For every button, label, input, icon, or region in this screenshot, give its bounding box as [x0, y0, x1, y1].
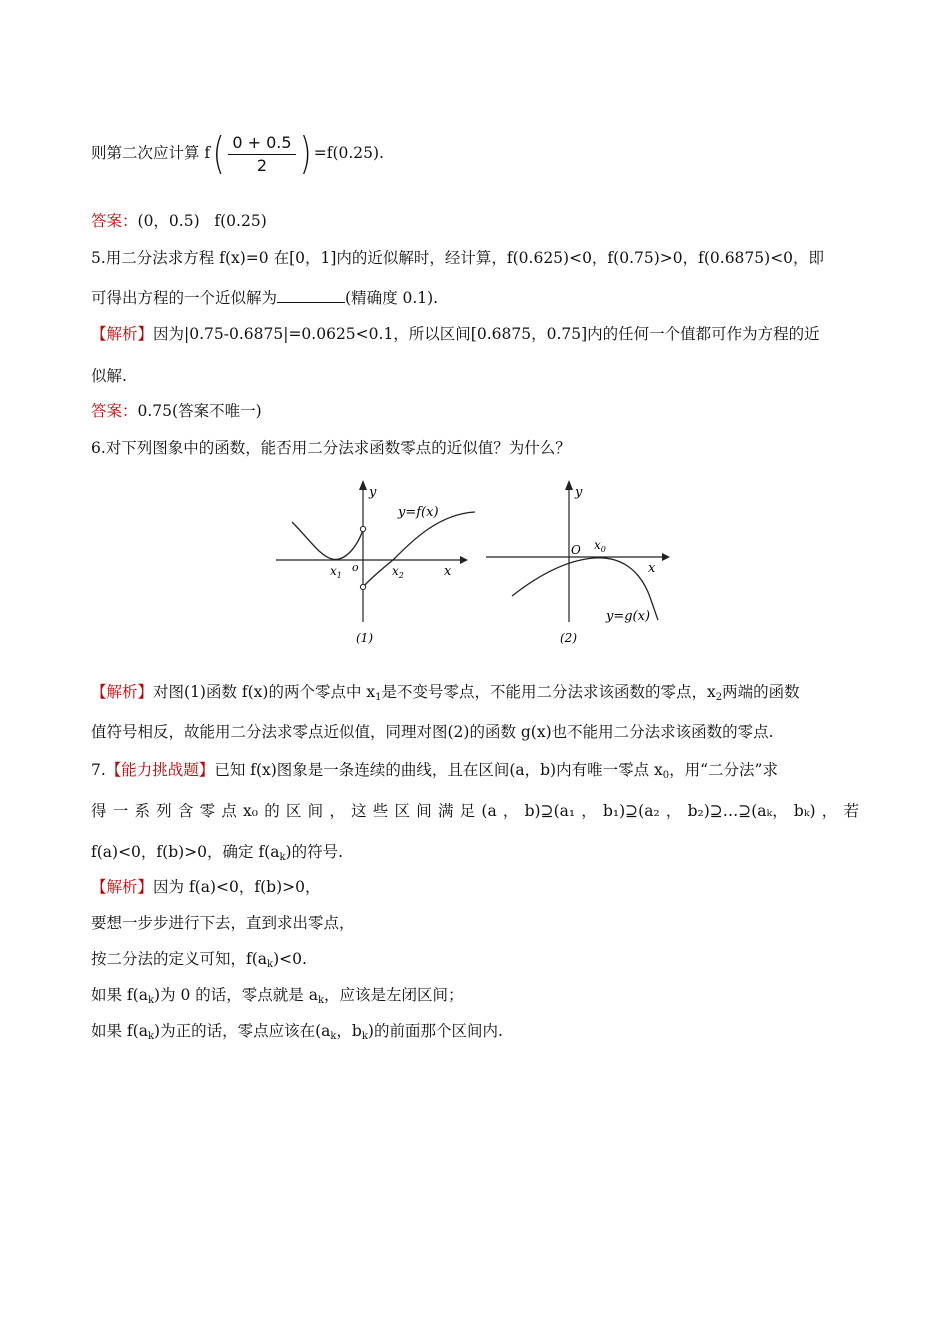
sub-1: 1: [375, 692, 382, 703]
answer-label: 答案：: [91, 212, 138, 230]
sub-2: 2: [715, 692, 723, 703]
analysis-label: 【解析】: [91, 325, 154, 343]
fig1-caption: (1): [356, 631, 373, 645]
fig2-curve-label: y=g(x): [606, 609, 651, 624]
q7-line2-token: 区: [285, 802, 302, 820]
sub-0: 0: [662, 770, 670, 781]
q7-line2-token: b₂)⊇…⊇(aₖ，: [687, 802, 788, 820]
second-computation-line: [91, 129, 384, 177]
fig1-x-label: x: [444, 564, 452, 579]
fraction: [228, 132, 295, 177]
answer-4: [91, 211, 267, 231]
q7-line2-token: ，: [581, 802, 597, 820]
question-7-number: 7.: [91, 761, 106, 779]
analysis-6-text-c: 两端的函数: [722, 683, 800, 701]
line1-prefix: 则第二次应计算 f: [91, 144, 211, 162]
analysis-6-text-a: 对图(1)函数 f(x)的两个零点中 x: [153, 683, 376, 701]
q7-line2-token: 点: [221, 802, 237, 820]
fig1-left-curve: [292, 522, 363, 559]
a7-l5-b: )为正的话，零点应该在(a: [154, 1022, 331, 1040]
analysis-7-line2: 要想一步步进行下去，直到求出零点，: [91, 914, 355, 932]
fig1-y-arrow: [359, 480, 367, 490]
q7-l3-b: )的符号.: [285, 843, 344, 861]
fig1-y-label: y: [369, 485, 377, 500]
sub-k: k: [267, 959, 274, 970]
a7-l5-a: 如果 f(a: [91, 1022, 148, 1040]
q7-line2-token: 的: [264, 802, 280, 820]
q7-line2-token: 满: [437, 802, 454, 820]
figure-2: [480, 474, 675, 649]
sub-k: k: [147, 1031, 155, 1042]
a7-l3-a: 按二分法的定义可知，f(a: [91, 950, 268, 968]
q7-l3-a: f(a)<0，f(b)>0，确定 f(a: [91, 843, 280, 861]
fig1-open-point-bottom: [360, 584, 365, 589]
question-6: 6.对下列图象中的函数，能否用二分法求函数零点的近似值？为什么？: [91, 439, 571, 457]
fig1-x1-label: $x_1$: [330, 564, 342, 580]
analysis-5-text: 因为|0.75-0.6875|=0.0625<0.1，所以区间[0.6875，0.75]内的任何一个值都可作为方程的近: [153, 325, 820, 343]
fig2-x-label: x: [648, 561, 656, 576]
answer-blank: [277, 288, 345, 303]
sub-k: k: [330, 1031, 337, 1042]
sub-k: k: [279, 852, 286, 863]
fig1-right-curve: [363, 512, 475, 587]
sub-k: k: [361, 1031, 368, 1042]
fig2-x-arrow: [662, 553, 670, 561]
analysis-5-line1: [91, 324, 820, 344]
fig2-caption: (2): [560, 631, 577, 645]
fraction-numerator: 0 + 0.5: [228, 132, 295, 155]
answer-label: 答案：: [91, 402, 138, 420]
fig1-open-point-top: [360, 526, 365, 531]
fig1-origin: o: [352, 561, 359, 574]
sub-k: k: [147, 995, 155, 1006]
answer-text: (0，0.5) f(0.25): [137, 212, 267, 230]
analysis-7-line3: [91, 949, 307, 969]
q7-line2-token: 区: [394, 802, 411, 820]
line1-suffix: =f(0.25).: [313, 144, 384, 162]
analysis-6-line1: [91, 682, 800, 702]
a7-l4-a: 如果 f(a: [91, 986, 148, 1004]
sub-k: k: [317, 995, 325, 1006]
fig1-x2-label: $x_2$: [392, 564, 404, 580]
q7-line2-token: 系: [134, 802, 150, 820]
answer-text: 0.75(答案不唯一): [137, 402, 262, 420]
a7-l3-b: )<0.: [273, 950, 307, 968]
q7-line2-token: 些: [372, 802, 389, 820]
analysis-7-text: 因为 f(a)<0，f(b)>0，: [153, 878, 321, 896]
question-7-line3: [91, 842, 343, 862]
question-5-line2: [91, 288, 438, 308]
q7-line2-token: b)⊇(a₁: [524, 802, 576, 820]
q7-line2-token: 若: [843, 802, 859, 820]
q7-line2-token: (a: [481, 802, 497, 820]
q7-line2-token: 间: [416, 802, 432, 820]
q7-text-b: ，用“二分法”求: [669, 761, 778, 779]
q7-line2-token: 间: [307, 802, 324, 820]
a7-l5-d: )的前面那个区间内.: [367, 1022, 503, 1040]
q7-line2-token: bₖ): [793, 802, 816, 820]
fig1-curve-label: y=f(x): [398, 505, 439, 520]
q5-line2-a: 可得出方程的一个近似解为: [91, 289, 278, 307]
left-paren: (: [212, 128, 225, 179]
question-5-line1: 5.用二分法求方程 f(x)=0 在[0，1]内的近似解时，经计算，f(0.625)<0，f(0.75)>0，f(0.6875)<0，即: [91, 249, 825, 267]
analysis-label: 【解析】: [91, 878, 154, 896]
a7-l5-c: ，b: [336, 1022, 362, 1040]
analysis-6-line2: 值符号相反，故能用二分法求零点近似值，同理对图(2)的函数 g(x)也不能用二分法求该函数的零点.: [91, 723, 774, 741]
q7-line2-token: 这: [351, 802, 367, 820]
question-7-line1: [91, 760, 778, 780]
analysis-7-line4: [91, 985, 464, 1005]
right-paren: ): [299, 128, 312, 179]
analysis-7-line1: [91, 877, 320, 897]
fraction-denominator: 2: [256, 155, 268, 175]
a7-l4-c: ，应该是左闭区间；: [324, 986, 464, 1004]
q7-line2-token: 含: [177, 802, 194, 820]
figure-1: [270, 474, 480, 649]
q7-line2-token: ，: [329, 802, 345, 820]
q7-text-a: 已知 f(x)图象是一条连续的曲线，且在区间(a，b)内有唯一零点 x: [214, 761, 663, 779]
fig2-origin: O: [571, 543, 581, 557]
a7-l4-b: )为 0 的话，零点就是 a: [154, 986, 318, 1004]
q5-line2-b: (精确度 0.1).: [345, 289, 439, 307]
q7-line2-token: ，: [821, 802, 838, 820]
fig2-y-label: y: [575, 485, 583, 500]
fig2-y-arrow: [565, 480, 573, 490]
analysis-label: 【解析】: [91, 683, 154, 701]
q7-line2-token: x₀: [243, 802, 258, 820]
q7-line2-token: 足: [459, 802, 476, 820]
fig1-x-arrow: [460, 556, 468, 564]
q7-line2-token: b₁)⊇(a₂: [603, 802, 660, 820]
q7-line2-token: 列: [156, 802, 172, 820]
challenge-tag: 【能力挑战题】: [105, 761, 215, 779]
analysis-5-line2: 似解.: [91, 367, 127, 385]
q7-line2-token: 一: [112, 802, 129, 820]
q7-line2-token: 得: [91, 802, 107, 820]
fig2-x0-label: $x_0$: [594, 538, 606, 554]
analysis-6-text-b: 是不变号零点，不能用二分法求该函数的零点，x: [381, 683, 716, 701]
q7-line2-token: ，: [502, 802, 519, 820]
q7-line2-token: 零: [199, 802, 216, 820]
q7-line2-token: ，: [665, 802, 682, 820]
question-7-line2: [91, 801, 859, 821]
analysis-7-line5: [91, 1021, 503, 1041]
answer-5: [91, 401, 262, 421]
